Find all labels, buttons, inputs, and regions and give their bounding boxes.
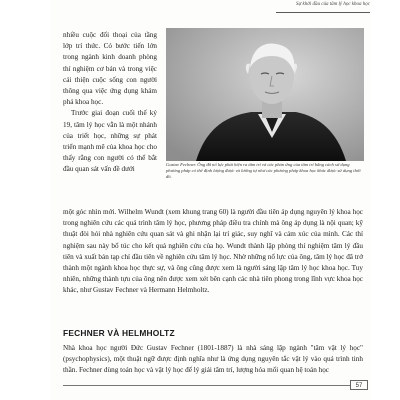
photo-caption: Gustav Fechner. Ông đã nổ lực phát hiện ra tâm trí và các phản ứng của tâm trí bằng cách sử dụng phương pháp có thể định lượng được và lường tự như các phương pháp khoa học khác được sử dụng thời đó. — [166, 162, 361, 179]
paragraph: Trước giai đoạn cuối thế kỷ 19, tâm lý học vẫn là một nhánh của triết học, những sự phát triển mạnh mẽ của khoa học cho thấy rằng con người có thể bắt đầu quan sát vấn đề dưới — [63, 109, 157, 174]
portrait-photo — [166, 28, 364, 161]
left-column-text — [63, 30, 157, 176]
section-text: Nhà khoa học người Đức Gustav Fechner (1801-1887) là nhà sáng lập ngành "tâm vật lý học" (psychophysics), một thuật ngữ được định nghĩa như là ứng dụng nguyên tắc vật lý vào quá trình tinh thần. Fechner dùng toán học và vật lý học để lý giải tâm trí, lượng hóa mối quan hệ toán học — [63, 344, 363, 375]
book-page — [50, 0, 370, 400]
section-heading: FECHNER VÀ HELMHOLTZ — [63, 328, 175, 338]
main-paragraph: một góc nhìn mới. Wilhelm Wundt (xem khung trang 60) là người đầu tiên áp dụng nguyên lý khoa học trong nghiên cứu các quá trình tâm lý học, phương pháp điều tra chính mà ông áp dụng là nội quan; kỹ thuật đòi hỏi nhà nghiên cứu quan sát và ghi nhận lại trí giác, suy nghĩ và cảm xúc của mình. Các thí nghiệm sau này bổ túc cho kết quả nghiên cứu của họ. Wundt thành lập phòng thí nghiệm tâm lý đầu tiên và xuất bản tạp chí đầu tiên về nghiên cứu tâm lý học. Nhờ những nổ lực của ông, tâm lý học đã trở thành một ngành khoa học thực sự, và ông cũng được xem là người sáng lập tâm lý học khoa học. Tuy nhiên, những thành tựu của ông nên được xem xét bên cạnh các nhà tiên phong trong lĩnh vực khoa học khác, như Gustav Fechner và Hermann Helmholtz. — [63, 208, 363, 295]
portrait-image — [166, 28, 364, 161]
footer-rule — [63, 385, 350, 386]
page-number: 57 — [350, 380, 368, 390]
running-title: Sự khởi đầu của tâm lý học khoa học — [296, 2, 370, 7]
paragraph: nhiều cuộc đối thoại của tầng lớp trí thức. Có bước tiến lớn trong ngành kinh doanh phòng thí nghiệm cơ bản và trong việc cải thiện cuộc sống con người thông qua việc ứng dụng khám phá khoa học. — [63, 31, 157, 107]
header-rule — [276, 12, 370, 13]
